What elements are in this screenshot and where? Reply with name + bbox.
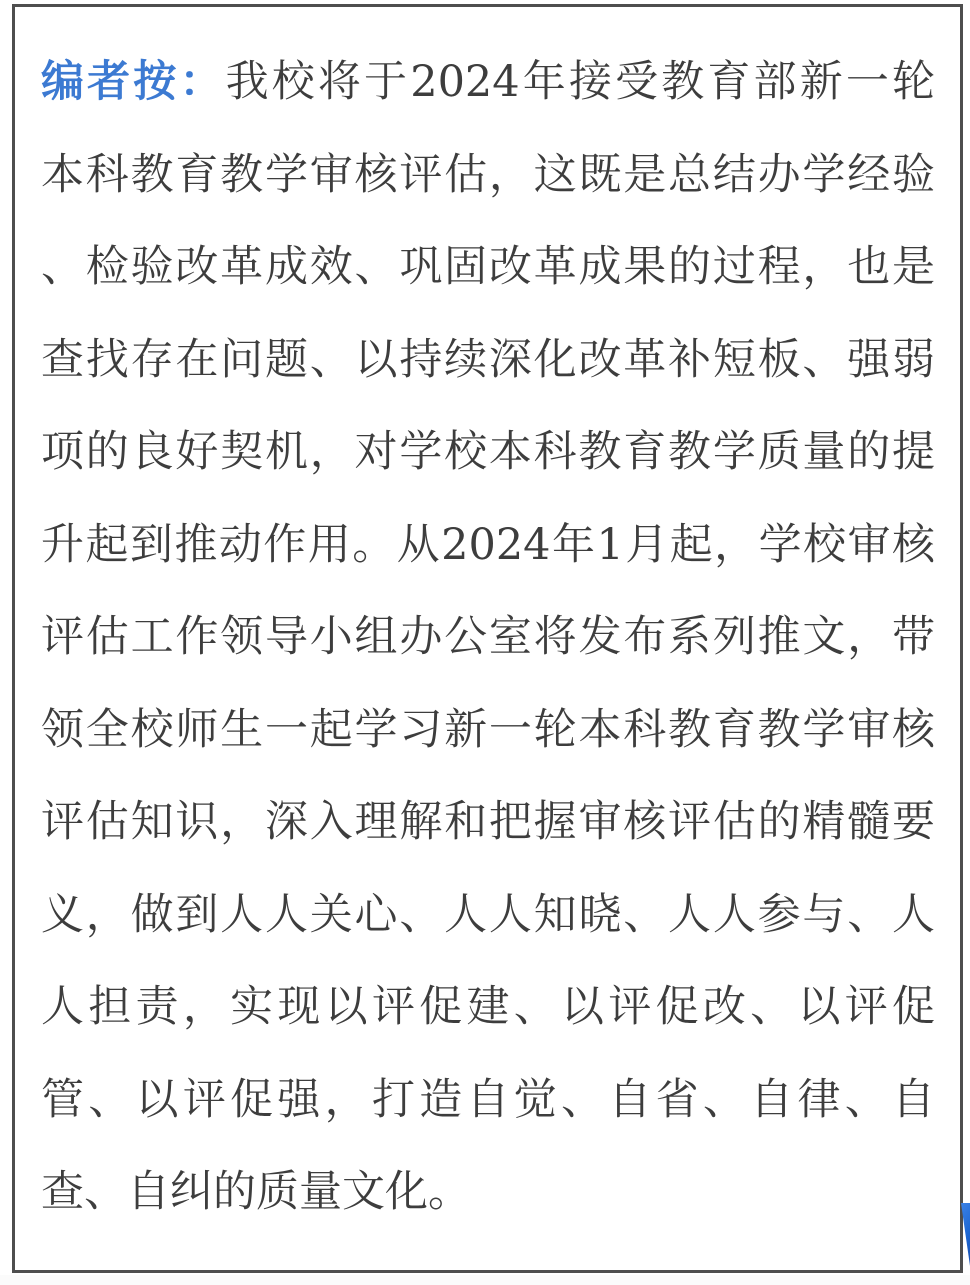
text-line: 义，做到人人关心、人人知晓、人人参与、人 (41, 889, 935, 940)
text-line: 、检验改革成效、巩固改革成果的过程，也是 (41, 242, 935, 292)
text-line: 查、自纠的质量文化。 (41, 1167, 471, 1217)
page-bottom-strip (0, 1275, 970, 1285)
text-line: 领全校师生一起学习新一轮本科教育教学审核 (41, 704, 935, 755)
text-line: 查找存在问题、以持续深化改革补短板、强弱 (41, 334, 935, 385)
text-line: 升起到推动作用。从2024年1月起，学校审核 (41, 519, 935, 570)
text-line: 评估工作领导小组办公室将发布系列推文，带 (41, 612, 935, 662)
editor-note-label: 编者按： (41, 57, 226, 107)
text-line: 人担责，实现以评促建、以评促改、以评促 (41, 982, 935, 1032)
text-line (41, 36, 935, 129)
editor-note-text (41, 36, 935, 1239)
text-line-content: 我校将于2024年接受教育部新一轮 (225, 57, 935, 107)
text-line: 管、以评促强，打造自觉、自省、自律、自 (41, 1074, 935, 1125)
text-line: 评估知识，深入理解和把握审核评估的精髓要 (41, 797, 935, 847)
text-line: 本科教育教学审核评估，这既是总结办学经验 (41, 149, 935, 200)
text-line: 项的良好契机，对学校本科教育教学质量的提 (41, 427, 935, 477)
